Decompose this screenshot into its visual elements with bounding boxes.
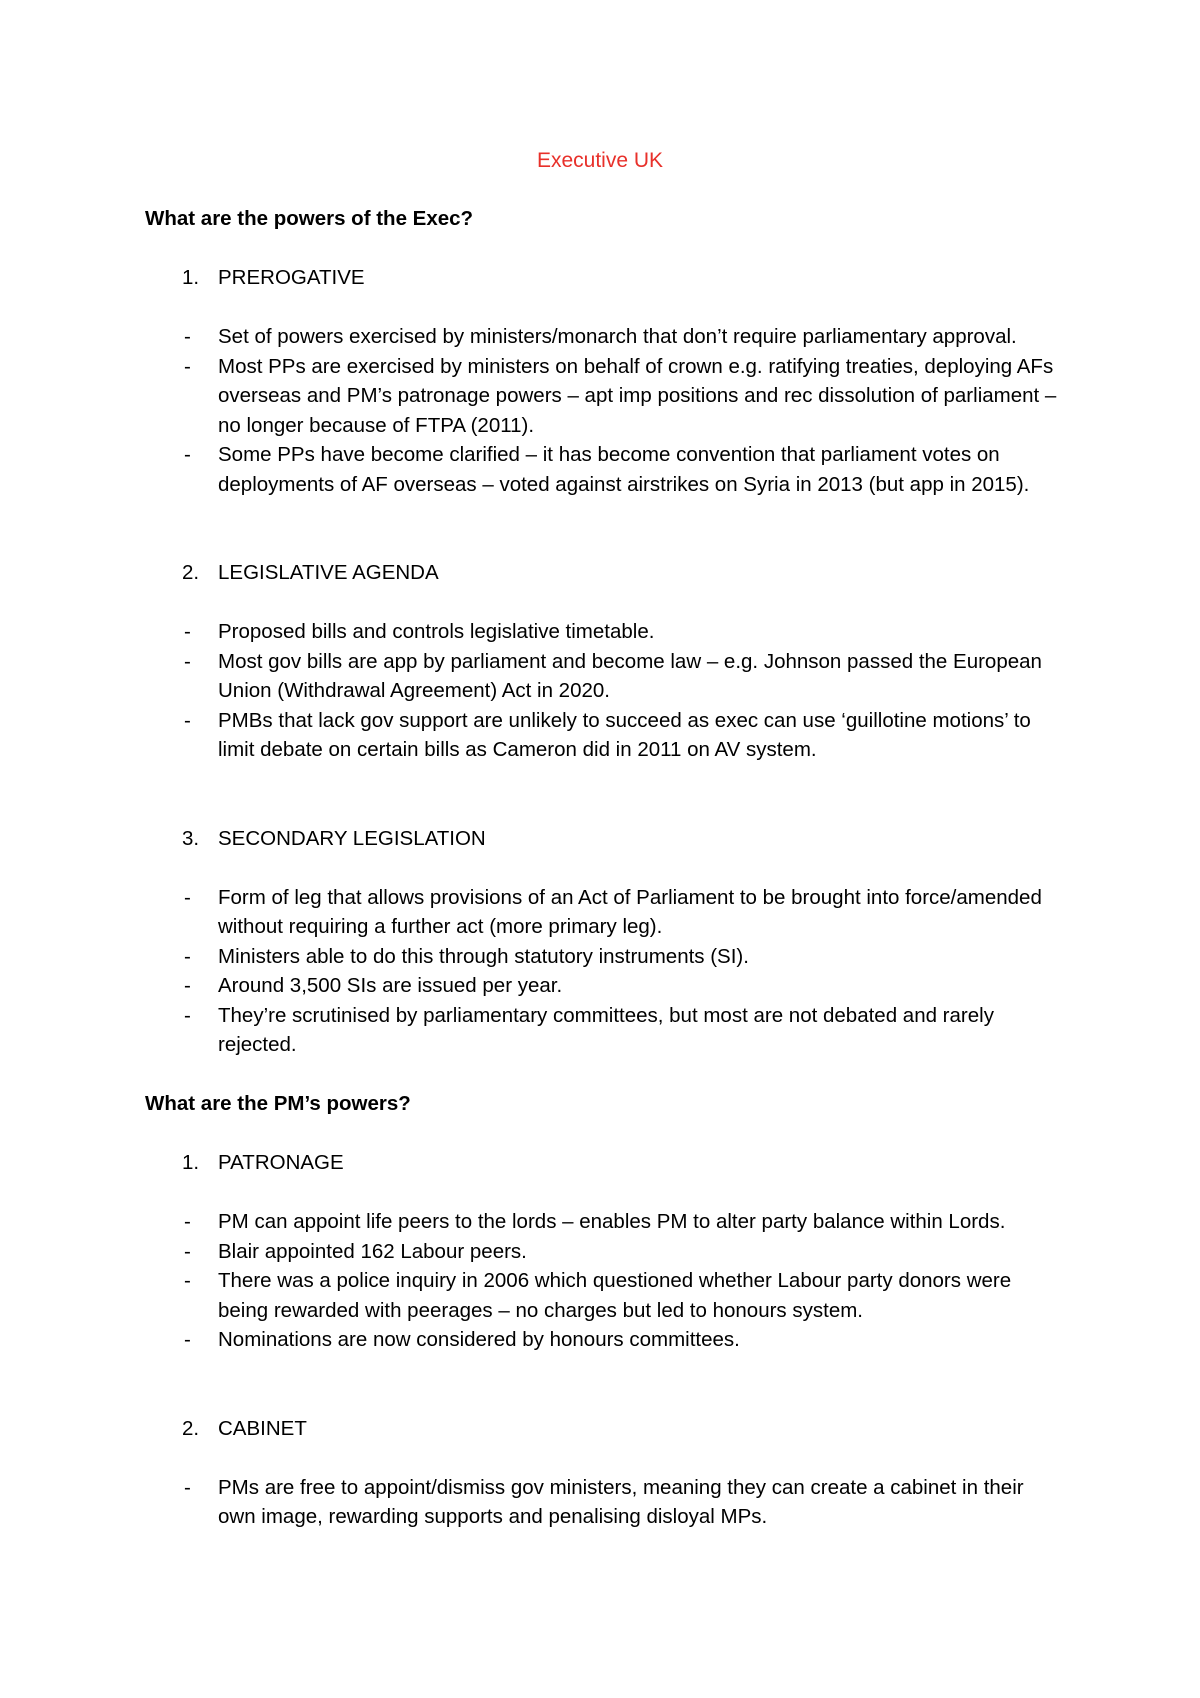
bullet-text: There was a police inquiry in 2006 which questioned whether Labour party donors were being rewarded with peerages – no charges but led to honours system.	[218, 1269, 1012, 1322]
dash-marker: -	[184, 1003, 191, 1027]
bullet-text: Set of powers exercised by ministers/monarch that don’t require parliamentary approval.	[218, 325, 1017, 348]
dash-marker: -	[184, 620, 191, 643]
bullet-list	[145, 1473, 1065, 1532]
dash-marker: -	[184, 944, 191, 968]
bullet-list	[145, 617, 1065, 765]
bullet-item	[145, 971, 1065, 1001]
dash-marker: -	[184, 885, 191, 909]
bullet-item	[145, 942, 1065, 972]
bullet-item	[145, 1473, 1065, 1532]
dash-marker: -	[184, 325, 191, 348]
item-label: PATRONAGE	[218, 1151, 344, 1174]
numbered-item	[145, 1148, 1065, 1178]
dash-marker: -	[184, 443, 191, 466]
section-heading: What are the powers of the Exec?	[145, 207, 474, 230]
section-heading: What are the PM’s powers?	[145, 1092, 411, 1115]
dash-marker: -	[184, 1328, 191, 1351]
bullet-text: Most gov bills are app by parliament and become law – e.g. Johnson passed the European Union (Withdrawal Agreement) Act in 2020.	[218, 649, 1042, 702]
item-label: SECONDARY LEGISLATION	[218, 826, 486, 850]
bullet-item	[145, 322, 1065, 352]
bullet-text: PM can appoint life peers to the lords – enables PM to alter party balance within Lords.	[218, 1210, 1006, 1233]
bullet-text: Some PPs have become clarified – it has become convention that parliament votes on deployments of AF overseas – voted against airstrikes on Syria in 2013 (but app in 2015).	[218, 443, 1030, 496]
bullet-text: Ministers able to do this through statutory instruments (SI).	[218, 944, 749, 968]
document-title: Executive UK	[536, 149, 664, 172]
bullet-item	[145, 647, 1065, 706]
numbered-item	[145, 824, 1065, 854]
bullet-text: PMs are free to appoint/dismiss gov ministers, meaning they can create a cabinet in their own image, rewarding supports and penalising disloyal MPs.	[218, 1475, 1024, 1528]
item-number: 3.	[182, 826, 200, 850]
bullet-item	[145, 1325, 1065, 1355]
document-body	[145, 204, 1065, 1532]
bullet-text: Most PPs are exercised by ministers on behalf of crown e.g. ratifying treaties, deploying AFs overseas and PM’s patronage powers – apt imp positions and rec dissolution of parliament – no longer because of FTPA (2011).	[218, 354, 1057, 437]
bullet-item	[145, 1237, 1065, 1267]
bullet-item	[145, 617, 1065, 647]
dash-marker: -	[184, 1239, 191, 1263]
bullet-text: Nominations are now considered by honours committees.	[218, 1328, 740, 1351]
dash-marker: -	[184, 974, 191, 997]
bullet-list	[145, 1207, 1065, 1355]
bullet-text: They’re scrutinised by parliamentary committees, but most are not debated and rarely rejected.	[218, 1003, 994, 1056]
dash-marker: -	[184, 354, 191, 378]
numbered-item	[145, 558, 1065, 588]
bullet-text: PMBs that lack gov support are unlikely to succeed as exec can use ‘guillotine motions’ to limit debate on certain bills as Cameron did in 2011 on AV system.	[218, 708, 1031, 761]
item-label: LEGISLATIVE AGENDA	[218, 561, 439, 584]
bullet-text: Around 3,500 SIs are issued per year.	[218, 974, 563, 997]
item-number: 2.	[182, 1416, 200, 1440]
bullet-list	[145, 322, 1065, 499]
dash-marker: -	[184, 649, 191, 673]
dash-marker: -	[184, 1210, 191, 1233]
bullet-item	[145, 1001, 1065, 1060]
bullet-text: Proposed bills and controls legislative timetable.	[218, 620, 655, 643]
item-label: CABINET	[218, 1416, 307, 1440]
item-number: 1.	[182, 1151, 200, 1174]
bullet-text: Blair appointed 162 Labour peers.	[218, 1239, 527, 1263]
dash-marker: -	[184, 1269, 191, 1292]
bullet-item	[145, 352, 1065, 441]
bullet-item	[145, 1266, 1065, 1325]
bullet-list	[145, 883, 1065, 1060]
item-number: 2.	[182, 561, 200, 584]
numbered-item	[145, 263, 1065, 293]
bullet-item	[145, 706, 1065, 765]
dash-marker: -	[184, 1475, 191, 1499]
item-number: 1.	[182, 266, 200, 289]
numbered-item	[145, 1414, 1065, 1444]
bullet-item	[145, 1207, 1065, 1237]
bullet-item	[145, 883, 1065, 942]
bullet-item	[145, 440, 1065, 499]
item-label: PREROGATIVE	[218, 266, 365, 289]
bullet-text: Form of leg that allows provisions of an Act of Parliament to be brought into force/amended without requiring a further act (more primary leg).	[218, 885, 1042, 938]
dash-marker: -	[184, 708, 191, 732]
